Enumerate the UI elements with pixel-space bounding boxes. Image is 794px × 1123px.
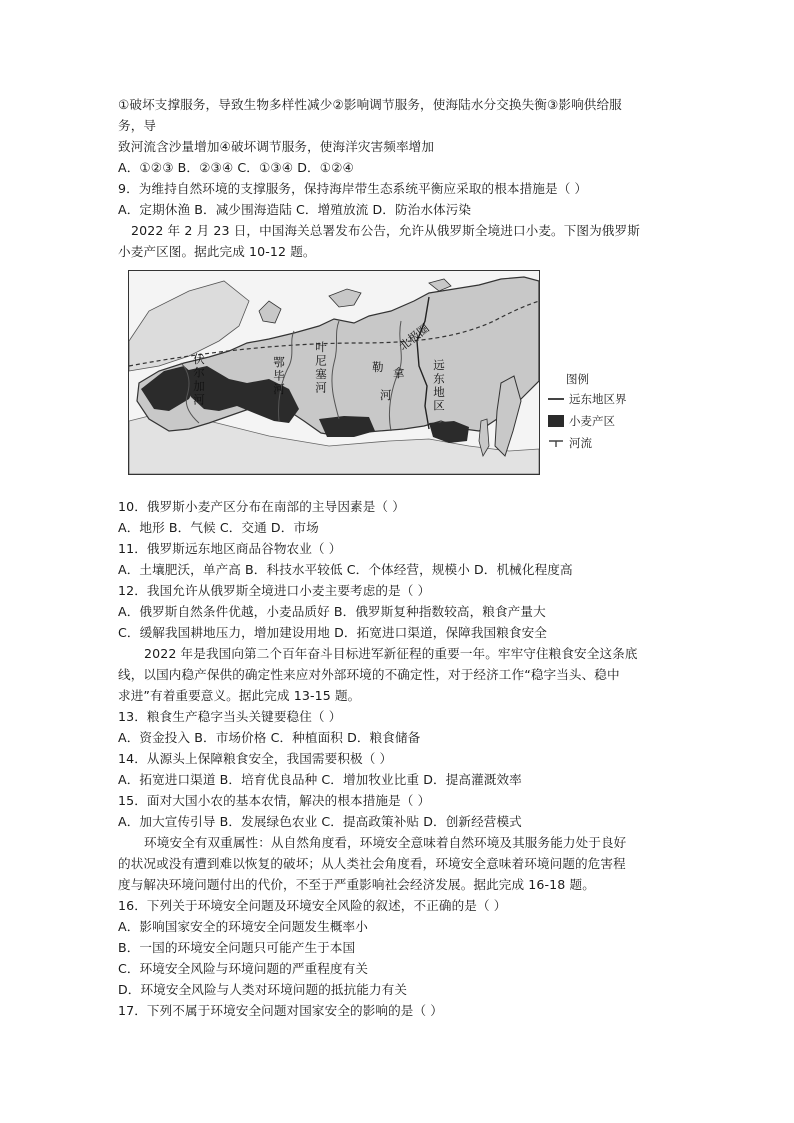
answer-option: D．环境安全风险与人类对环境问题的抵抗能力有关: [118, 982, 408, 997]
yenisei-river-label: 叶尼塞河: [314, 341, 328, 395]
question-11: 11．俄罗斯远东地区商品谷物农业（ ）: [118, 541, 342, 556]
passage-text: 度与解决环境问题付出的代价，不至于严重影响社会经济发展。据此完成 16-18 题。: [118, 877, 595, 892]
map-graphic: [129, 271, 539, 474]
question-9: 9．为维持自然环境的支撑服务，保持海岸带生态系统平衡应采取的根本措施是（ ）: [118, 181, 588, 196]
question-17: 17．下列不属于环境安全问题对国家安全的影响的是（ ）: [118, 1003, 443, 1018]
question-15: 15．面对大国小农的基本农情，解决的根本措施是（ ）: [118, 793, 431, 808]
legend-river-label: 河流: [569, 436, 592, 450]
text-line: 务，导: [118, 118, 157, 133]
lena-label-2: 拿: [393, 366, 405, 380]
passage-text: 小麦产区图。据此完成 10-12 题。: [118, 244, 316, 259]
answer-options: C．缓解我国耕地压力，增加建设用地 D．拓宽进口渠道，保障我国粮食安全: [118, 625, 547, 640]
answer-option: B．一国的环境安全问题只可能产生于本国: [118, 940, 356, 955]
answer-options: A．地形 B．气候 C．交通 D．市场: [118, 520, 319, 535]
wheat-area-icon: [548, 415, 564, 427]
map-legend: [548, 370, 678, 454]
border-line-icon: [548, 398, 564, 400]
question-10: 10．俄罗斯小麦产区分布在南部的主导因素是（ ）: [118, 499, 405, 514]
wheat-region-figure: [118, 270, 680, 480]
legend-border-label: 远东地区界: [569, 392, 627, 406]
answer-option: C．环境安全风险与环境问题的严重程度有关: [118, 961, 369, 976]
legend-title: 图例: [566, 372, 589, 386]
legend-item-border: [548, 388, 678, 410]
answer-options: A．定期休渔 B．减少围海造陆 C．增殖放流 D．防治水体污染: [118, 202, 472, 217]
answer-options: A．①②③ B．②③④ C．①③④ D．①②④: [118, 160, 354, 175]
legend-item-river: [548, 432, 678, 454]
question-12: 12．我国允许从俄罗斯全境进口小麦主要考虑的是（ ）: [118, 583, 431, 598]
answer-option: A．影响国家安全的环境安全问题发生概率小: [118, 919, 368, 934]
text-line: ①破坏支撑服务，导致生物多样性减少②影响调节服务，使海陆水分交换失衡③影响供给服: [118, 97, 622, 112]
legend-wheat-label: 小麦产区: [569, 414, 615, 428]
question-16: 16．下列关于环境安全问题及环境安全风险的叙述，不正确的是（ ）: [118, 898, 507, 913]
passage-text: 环境安全有双重属性：从自然角度看，环境安全意味着自然环境及其服务能力处于良好: [144, 835, 627, 850]
text-line: 致河流含沙量增加④破坏调节服务，使海洋灾害频率增加: [118, 139, 435, 154]
answer-options: A．土壤肥沃，单产高 B．科技水平较低 C．个体经营，规模小 D．机械化程度高: [118, 562, 573, 577]
answer-options: A．加大宣传引导 B．发展绿色农业 C．提高政策补贴 D．创新经营模式: [118, 814, 522, 829]
passage-text: 线，以国内稳产保供的确定性来应对外部环境的不确定性，对于经济工作“稳字当头、稳中: [118, 667, 620, 682]
russia-wheat-map: [128, 270, 540, 475]
question-14: 14．从源头上保障粮食安全，我国需要积极（ ）: [118, 751, 393, 766]
answer-options: A．拓宽进口渠道 B．培育优良品种 C．增加牧业比重 D．提高灌溉效率: [118, 772, 522, 787]
arctic-circle-label: 北极圈: [396, 320, 432, 354]
answer-options: A．资金投入 B．市场价格 C．种植面积 D．粮食储备: [118, 730, 421, 745]
passage-text: 的状况或没有遭到难以恢复的破坏；从人类社会角度看，环境安全意味着环境问题的危害程: [118, 856, 626, 871]
passage-text: 求进”有着重要意义。据此完成 13-15 题。: [118, 688, 361, 703]
answer-options: A．俄罗斯自然条件优越，小麦品质好 B．俄罗斯复种指数较高，粮食产量大: [118, 604, 546, 619]
question-13: 13．粮食生产稳字当头关键要稳住（ ）: [118, 709, 342, 724]
passage-text: 2022 年 2 月 23 日，中国海关总署发布公告，允许从俄罗斯全境进口小麦。下图为俄罗斯: [131, 223, 640, 238]
ob-river-label: 鄂毕河: [272, 356, 286, 397]
exam-page: [118, 94, 680, 1021]
volga-river-label: 伏尔加河: [192, 353, 206, 407]
lena-label-1: 勒: [372, 360, 384, 374]
far-east-label: 远东地区: [432, 359, 446, 413]
passage-text: 2022 年是我国向第二个百年奋斗目标进军新征程的重要一年。牢牢守住粮食安全这条底: [144, 646, 638, 661]
lena-label-3: 河: [380, 388, 392, 402]
river-line-icon: [548, 437, 564, 449]
legend-item-wheat: [548, 410, 678, 432]
